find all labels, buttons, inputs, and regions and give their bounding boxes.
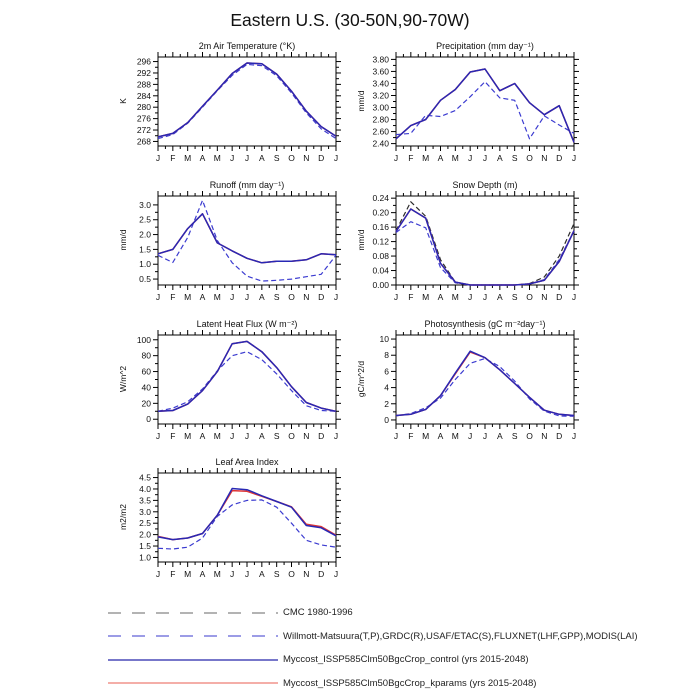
x-tick-label: M (184, 569, 192, 579)
x-tick-label: J (468, 431, 473, 441)
y-tick-label: 8 (384, 350, 389, 361)
y-tick-label: 1.0 (139, 259, 151, 270)
series-line-kparams (158, 341, 336, 411)
x-tick-label: S (273, 153, 280, 163)
x-tick-label: S (511, 431, 518, 441)
x-tick-label: D (318, 569, 325, 579)
x-tick-label: S (273, 431, 280, 441)
chart-canvas (351, 319, 584, 448)
x-tick-label: J (333, 569, 339, 579)
y-axis-label: W/m^2 (118, 365, 128, 393)
x-tick-label: A (437, 431, 444, 441)
x-tick-label: J (230, 569, 235, 579)
y-tick-label: 1.5 (139, 244, 151, 255)
series-line-control (158, 63, 336, 137)
y-tick-label: 100 (136, 334, 151, 345)
x-tick-label: M (213, 431, 221, 441)
y-tick-label: 3.60 (372, 66, 389, 77)
legend (100, 601, 690, 695)
series-line-kparams (158, 491, 336, 540)
y-tick-label: 3.80 (372, 54, 389, 65)
x-tick-label: M (213, 569, 221, 579)
y-tick-label: 276 (136, 113, 151, 124)
x-tick-labels (394, 431, 576, 441)
x-tick-label: J (155, 431, 161, 441)
x-tick-labels (156, 569, 338, 579)
x-tick-label: F (408, 431, 414, 441)
legend-item-obs (100, 625, 690, 649)
x-tick-label: D (556, 292, 563, 302)
y-tick-label: 10 (379, 334, 389, 345)
x-tick-label: O (288, 569, 295, 579)
y-tick-label: 0.00 (372, 280, 389, 290)
x-tick-label: O (288, 431, 295, 441)
chart-panel-snow-depth (351, 180, 584, 309)
x-tick-labels (394, 292, 576, 302)
y-tick-label: 0.04 (372, 265, 389, 276)
legend-item-kparams (100, 672, 690, 696)
chart-title: Leaf Area Index (215, 457, 279, 467)
chart-panel-precipitation (351, 41, 584, 170)
x-tick-label: M (451, 153, 459, 163)
y-tick-label: 40 (141, 382, 151, 393)
x-tick-label: D (556, 431, 563, 441)
y-tick-label: 272 (136, 125, 151, 136)
y-axis-label: K (118, 98, 128, 104)
x-tick-label: J (482, 292, 488, 302)
x-tick-label: N (303, 569, 310, 579)
legend-item-label: CMC 1980-1996 (283, 607, 353, 619)
series-line-control (396, 69, 574, 142)
x-tick-label: A (258, 431, 265, 441)
x-tick-labels (156, 431, 338, 441)
legend-item-label: Myccost_ISSP585Clm50BgcCrop_control (yrs 2015-2048) (283, 654, 529, 666)
y-tick-labels (372, 54, 389, 148)
x-tick-label: N (303, 292, 310, 302)
x-tick-label: N (541, 153, 548, 163)
x-tick-label: A (437, 153, 444, 163)
y-tick-labels (137, 57, 151, 147)
y-tick-label: 3.0 (139, 199, 151, 210)
y-tick-label: 280 (136, 102, 151, 113)
y-tick-label: 4 (384, 382, 389, 393)
x-tick-label: M (451, 431, 459, 441)
chart-panel-runoff (113, 180, 346, 309)
y-tick-label: 2.0 (139, 529, 151, 540)
chart-title: Latent Heat Flux (W m⁻²) (196, 319, 298, 329)
chart-panel-latent-heat-flux (113, 319, 346, 448)
series-line-obs (158, 64, 336, 138)
y-tick-label: 60 (141, 366, 151, 377)
x-tick-label: A (496, 153, 503, 163)
x-tick-label: S (511, 292, 518, 302)
y-tick-label: 1.5 (139, 541, 151, 552)
y-tick-label: 0.24 (372, 193, 389, 204)
x-tick-label: A (199, 431, 206, 441)
chart-canvas (113, 180, 346, 309)
series-line-obs (158, 352, 336, 412)
x-tick-label: F (170, 292, 176, 302)
chart-canvas (351, 180, 584, 309)
y-tick-label: 3.5 (139, 495, 151, 506)
x-tick-label: D (556, 153, 563, 163)
x-tick-label: A (258, 153, 265, 163)
x-tick-label: F (170, 431, 176, 441)
axes (391, 191, 579, 290)
x-tick-label: J (230, 153, 235, 163)
x-tick-label: J (155, 292, 161, 302)
legend-line-sample (100, 631, 278, 641)
x-tick-labels (156, 153, 338, 163)
figure-title: Eastern U.S. (30-50N,90-70W) (230, 10, 470, 30)
x-tick-label: D (318, 292, 325, 302)
series-line-obs (158, 200, 336, 281)
y-axis-label: gC/m^2/d (356, 360, 366, 398)
y-tick-label: 80 (141, 350, 151, 361)
chart-title: Snow Depth (m) (452, 180, 518, 190)
x-tick-label: J (155, 153, 161, 163)
y-axis-label: mm/d (356, 90, 366, 112)
y-tick-label: 2 (384, 398, 389, 409)
x-tick-label: A (258, 569, 265, 579)
chart-panel-air-temperature (113, 41, 346, 170)
series-line-control (158, 214, 336, 263)
x-tick-label: J (230, 292, 235, 302)
y-tick-labels (139, 473, 151, 563)
y-tick-label: 2.5 (139, 214, 151, 225)
series-line-kparams (158, 214, 336, 263)
x-tick-label: O (288, 153, 295, 163)
x-tick-label: S (273, 292, 280, 302)
y-tick-label: 284 (136, 90, 151, 101)
x-tick-label: J (333, 292, 339, 302)
series-line-control (396, 209, 574, 285)
x-tick-label: J (571, 153, 577, 163)
chart-title: Runoff (mm day⁻¹) (209, 180, 285, 190)
x-tick-label: M (422, 431, 430, 441)
x-tick-label: O (526, 153, 533, 163)
x-tick-label: J (333, 153, 339, 163)
x-tick-label: D (318, 431, 325, 441)
x-tick-label: N (303, 431, 310, 441)
x-tick-label: J (393, 431, 399, 441)
x-tick-label: M (422, 153, 430, 163)
x-tick-label: J (468, 153, 473, 163)
x-tick-label: J (482, 153, 488, 163)
x-tick-label: J (244, 431, 250, 441)
y-axis-label: m2/m2 (118, 504, 128, 530)
y-tick-label: 20 (141, 398, 151, 409)
x-tick-label: J (244, 569, 250, 579)
y-tick-label: 2.80 (372, 114, 389, 125)
series-line-kparams (158, 63, 336, 137)
chart-canvas (113, 457, 346, 586)
axes (153, 330, 341, 429)
y-tick-labels (372, 193, 389, 290)
y-tick-label: 0.12 (372, 236, 389, 247)
x-tick-label: J (244, 292, 250, 302)
y-tick-label: 0 (146, 414, 151, 425)
y-tick-label: 296 (136, 56, 151, 67)
x-tick-label: O (288, 292, 295, 302)
x-tick-label: J (230, 431, 235, 441)
chart-canvas (113, 41, 346, 170)
x-tick-label: A (496, 292, 503, 302)
x-tick-label: D (318, 153, 325, 163)
y-tick-label: 6 (384, 366, 389, 377)
x-tick-label: A (496, 431, 503, 441)
x-tick-label: S (511, 153, 518, 163)
y-tick-label: 288 (136, 79, 151, 90)
y-tick-label: 0.08 (372, 251, 389, 262)
x-tick-label: J (571, 431, 577, 441)
x-tick-label: A (437, 292, 444, 302)
x-tick-label: J (482, 431, 488, 441)
x-tick-label: A (199, 153, 206, 163)
x-tick-label: A (199, 292, 206, 302)
y-axis-label: mm/d (356, 229, 366, 251)
x-tick-label: O (526, 431, 533, 441)
x-tick-label: J (244, 153, 250, 163)
legend-line-sample (100, 608, 278, 618)
x-tick-label: S (273, 569, 280, 579)
x-tick-label: J (393, 292, 399, 302)
y-axis-label: mm/d (118, 229, 128, 251)
chart-panel-photosynthesis (351, 319, 584, 448)
x-tick-label: M (184, 153, 192, 163)
legend-item-cmc (100, 601, 690, 625)
y-tick-labels (137, 335, 151, 424)
y-tick-label: 3.0 (139, 506, 151, 517)
x-tick-labels (394, 153, 576, 163)
y-tick-label: 1.0 (139, 552, 151, 563)
series-line-obs (396, 82, 574, 139)
x-tick-label: N (541, 431, 548, 441)
x-tick-label: A (258, 292, 265, 302)
x-tick-label: J (468, 292, 473, 302)
y-tick-label: 2.0 (139, 229, 151, 240)
y-tick-label: 2.5 (139, 518, 151, 529)
y-tick-label: 268 (136, 136, 151, 147)
x-tick-label: J (333, 431, 339, 441)
y-tick-label: 2.60 (372, 126, 389, 137)
chart-title: Photosynthesis (gC m⁻²day⁻¹) (424, 319, 546, 329)
x-tick-label: N (303, 153, 310, 163)
y-tick-label: 0.5 (139, 274, 151, 285)
chart-title: 2m Air Temperature (°K) (198, 41, 296, 51)
y-tick-label: 3.00 (372, 102, 389, 113)
x-tick-label: M (422, 292, 430, 302)
x-tick-label: J (155, 569, 161, 579)
series-line-control (158, 341, 336, 411)
x-tick-label: M (184, 292, 192, 302)
axes (153, 52, 341, 151)
series-line-control (158, 489, 336, 540)
y-tick-label: 3.40 (372, 78, 389, 89)
y-tick-labels (139, 200, 151, 284)
series-line-kparams (396, 209, 574, 285)
y-tick-label: 4.5 (139, 472, 151, 483)
legend-line-sample (100, 678, 278, 688)
y-tick-label: 292 (136, 67, 151, 78)
legend-item-label: Willmott-Matsuura(T,P),GRDC(R),USAF/ETAC(S),FLUXNET(LHF,GPP),MODIS(LAI) (283, 630, 638, 642)
x-tick-label: J (571, 292, 577, 302)
y-tick-label: 0.20 (372, 207, 389, 218)
series-line-obs (396, 359, 574, 417)
x-tick-label: O (526, 292, 533, 302)
axes (153, 468, 341, 567)
y-tick-label: 2.40 (372, 138, 389, 149)
x-tick-label: M (184, 431, 192, 441)
series-line-kparams (396, 352, 574, 416)
x-tick-label: A (199, 569, 206, 579)
x-tick-label: M (213, 153, 221, 163)
chart-canvas (351, 41, 584, 170)
x-tick-label: F (408, 153, 414, 163)
legend-line-sample (100, 655, 278, 665)
chart-canvas (113, 319, 346, 448)
y-tick-label: 3.20 (372, 90, 389, 101)
axes (391, 330, 579, 429)
x-tick-label: F (170, 153, 176, 163)
chart-panel-leaf-area-index (113, 457, 346, 586)
x-tick-label: F (408, 292, 414, 302)
y-tick-label: 0.16 (372, 222, 389, 233)
series-line-cmc (396, 202, 574, 285)
x-tick-labels (156, 292, 338, 302)
axes (391, 52, 579, 151)
x-tick-label: N (541, 292, 548, 302)
y-tick-label: 0 (384, 414, 389, 425)
x-tick-label: J (393, 153, 399, 163)
chart-title: Precipitation (mm day⁻¹) (436, 41, 534, 51)
series-line-control (396, 351, 574, 415)
x-tick-label: M (213, 292, 221, 302)
legend-item-control (100, 648, 690, 672)
y-tick-labels (380, 334, 390, 425)
y-tick-label: 4.0 (139, 483, 151, 494)
x-tick-label: M (451, 292, 459, 302)
legend-item-label: Myccost_ISSP585Clm50BgcCrop_kparams (yrs 2015-2048) (283, 677, 537, 689)
series-line-kparams (396, 69, 574, 142)
x-tick-label: F (170, 569, 176, 579)
